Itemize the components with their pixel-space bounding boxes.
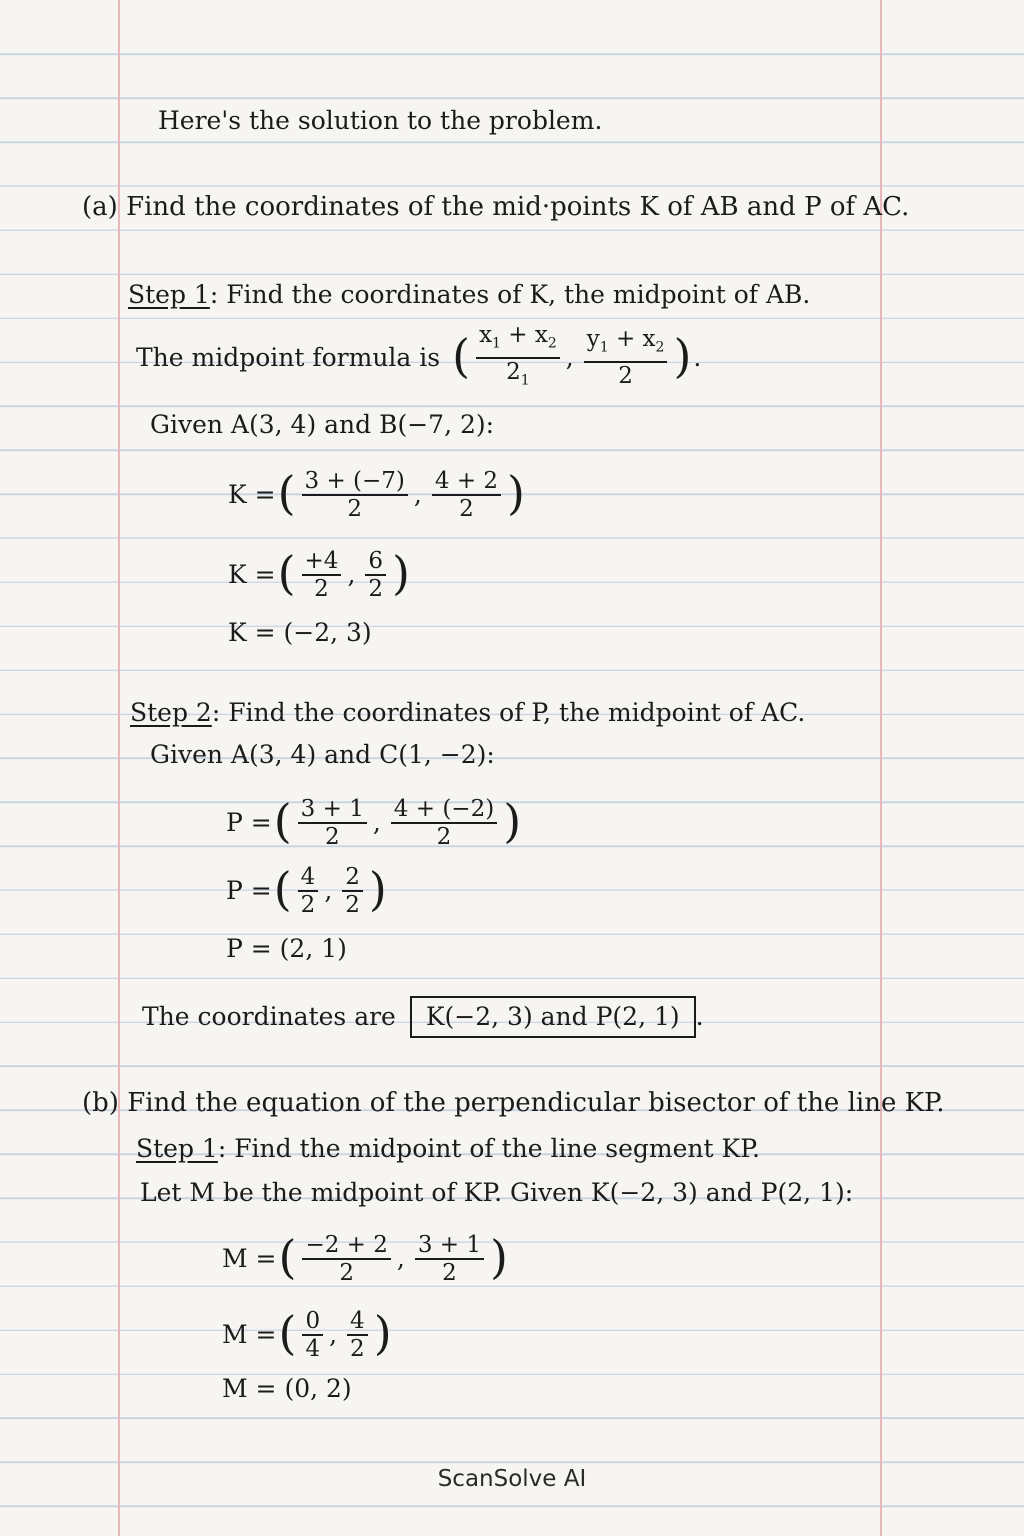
margin-line-left	[118, 0, 120, 1536]
fraction-numerator: $y_1 + x_2$	[584, 326, 668, 363]
fraction: $\frac{4 + 2}{2}$	[432, 468, 501, 522]
close-paren: )	[673, 328, 692, 383]
m-equation-1: M = ( $\frac{-2 + 2}{2}$ , $\frac{3 + 1}{2}$ )	[222, 1230, 508, 1286]
fraction: $\frac{6}{2}$	[365, 548, 386, 602]
fraction: $\frac{-2 + 2}{2}$	[302, 1232, 390, 1286]
comma: ,	[565, 342, 574, 372]
k-result: K = (−2, 3)	[228, 618, 372, 647]
answer-text: The coordinates are	[142, 1002, 396, 1031]
open-paren: (	[452, 328, 471, 383]
part-b-question-text: Find the equation of the perpendicular bisector of the line KP.	[127, 1088, 945, 1118]
p-equation-1: P = ( $\frac{3 + 1}{2}$ , $\frac{4 + (-2)}{2}$ )	[226, 794, 522, 850]
m-equation-2: M = ( $\frac{0}{4}$ , $\frac{4}{2}$ )	[222, 1306, 392, 1362]
given-k-p: Let M be the midpoint of KP. Given K(−2, 3) and P(2, 1):	[140, 1178, 854, 1207]
p-equation-2: P = ( $\frac{4}{2}$ , $\frac{2}{2}$ )	[226, 862, 387, 918]
part-b-step1-heading: Step 1: Find the midpoint of the line segment KP.	[136, 1134, 760, 1163]
part-a-question	[82, 192, 909, 222]
margin-line-right	[880, 0, 882, 1536]
part-a-label: (a)	[82, 192, 118, 222]
answer-box: K(−2, 3) and P(2, 1)	[410, 996, 696, 1038]
midpoint-formula: The midpoint formula is ( $\frac{x_1 + x_2}{2_1}$ , $\frac{y_1 + x_2}{2}$ ) .	[136, 322, 701, 393]
part-b-question	[82, 1088, 945, 1118]
given-a-c: Given A(3, 4) and C(1, −2):	[150, 740, 495, 769]
fraction: $\frac{3 + 1}{2}$	[415, 1232, 484, 1286]
fraction: $\frac{+4}{2}$	[302, 548, 342, 602]
m-result: M = (0, 2)	[222, 1374, 352, 1403]
formula-fraction-x	[476, 322, 560, 393]
part-b-label: (b)	[82, 1088, 119, 1118]
part-a-question-text: Find the coordinates of the mid·points K of AB and P of AC.	[126, 192, 910, 222]
k-equation-2: K = ( $\frac{+4}{2}$ , $\frac{6}{2}$ )	[228, 546, 410, 602]
formula-fraction-y	[584, 326, 668, 389]
fraction: $\frac{2}{2}$	[342, 864, 363, 918]
fraction-denominator: 2	[618, 362, 633, 389]
fraction: $\frac{0}{4}$	[302, 1308, 323, 1362]
fraction: $\frac{4 + (-2)}{2}$	[391, 796, 497, 850]
footer-watermark: ScanSolve AI	[437, 1466, 587, 1492]
fraction: $\frac{4}{2}$	[298, 864, 319, 918]
fraction: $\frac{4}{2}$	[347, 1308, 368, 1362]
step-text: : Find the coordinates of K, the midpoint of AB.	[209, 280, 811, 309]
formula-text: The midpoint formula is	[136, 342, 441, 372]
p-result: P = (2, 1)	[226, 934, 347, 963]
fraction-denominator: $2_1$	[506, 358, 530, 389]
step-label: Step 1	[128, 280, 210, 309]
k-equation-1: K = ( $\frac{3 + (-7)}{2}$ , $\frac{4 + 2}{2}$ )	[228, 466, 525, 522]
fraction: $\frac{3 + (-7)}{2}$	[302, 468, 408, 522]
part-a-step2-heading: Step 2: Find the coordinates of P, the midpoint of AC.	[130, 698, 806, 727]
part-a-step1-heading	[128, 280, 810, 310]
fraction-numerator: $x_1 + x_2$	[476, 322, 560, 359]
given-a-b: Given A(3, 4) and B(−7, 2):	[150, 410, 495, 439]
intro-text: Here's the solution to the problem.	[158, 106, 603, 135]
part-a-answer: The coordinates are K(−2, 3) and P(2, 1) .	[142, 996, 704, 1038]
fraction: $\frac{3 + 1}{2}$	[298, 796, 367, 850]
